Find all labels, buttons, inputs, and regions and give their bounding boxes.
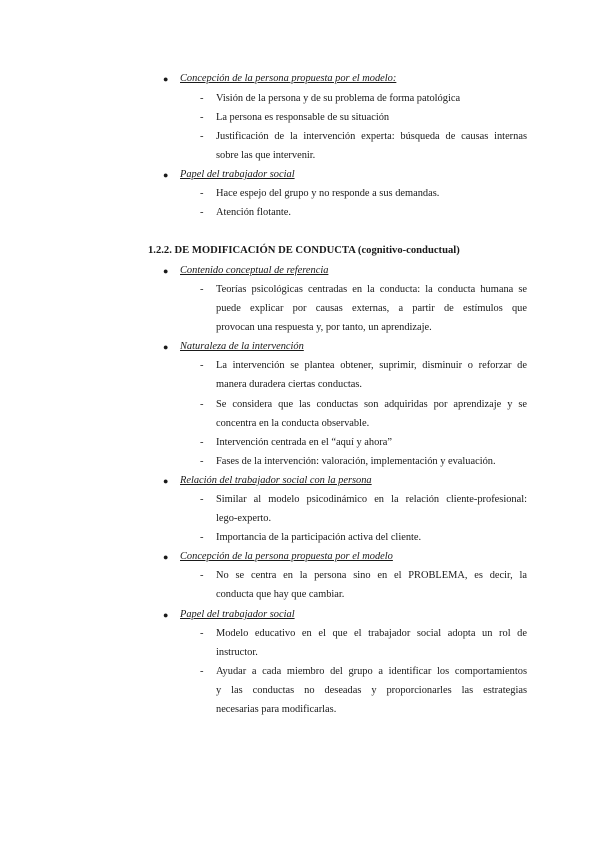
bullet-icon: ● [163, 74, 169, 84]
list-item: Similar al modelo psicodinámico en la relación cliente-profesional: lego-experto. [216, 494, 527, 524]
dash-icon: - [200, 188, 204, 199]
list-item: Visión de la persona y de su problema de forma patológica [216, 93, 461, 104]
list-item: Se considera que las conductas son adquiridas por aprendizaje y se concentra en la conducta observable. [216, 399, 527, 429]
dash-icon: - [200, 456, 204, 467]
section-title: 1.2.2. DE MODIFICACIÓN DE CONDUCTA (cognitivo-conductual) [148, 245, 460, 256]
heading-concepcion-1: Concepción de la persona propuesta por el modelo: [180, 73, 397, 84]
bullet-icon: ● [163, 610, 169, 620]
list-item: Importancia de la participación activa del cliente. [216, 532, 422, 543]
list-item: Ayudar a cada miembro del grupo a identificar los comportamientos y las conductas no deseadas y proporcionarles las estrategias necesarias para modificarlas. [216, 666, 527, 715]
list-item: La intervención se plantea obtener, suprimir, disminuir o reforzar de manera duradera ciertas conductas. [216, 360, 527, 390]
dash-icon: - [200, 284, 204, 295]
dash-icon: - [200, 494, 204, 505]
list-item: Atención flotante. [216, 207, 292, 218]
list-item: Fases de la intervención: valoración, implementación y evaluación. [216, 456, 496, 467]
list-item: La persona es responsable de su situación [216, 112, 390, 123]
heading-papel-1: Papel del trabajador social [180, 169, 295, 180]
dash-icon: - [200, 360, 204, 371]
dash-icon: - [200, 570, 204, 581]
bullet-icon: ● [163, 476, 169, 486]
bullet-icon: ● [163, 342, 169, 352]
list-item: Teorías psicológicas centradas en la conducta: la conducta humana se puede explicar por causas externas, a partir de estímulos que provocan una respuesta y, por tanto, un aprendizaje. [216, 284, 527, 333]
bullet-icon: ● [163, 170, 169, 180]
dash-icon: - [200, 112, 204, 123]
heading-papel-2: Papel del trabajador social [180, 609, 295, 620]
list-item: Hace espejo del grupo y no responde a sus demandas. [216, 188, 440, 199]
dash-icon: - [200, 666, 204, 677]
dash-icon: - [200, 93, 204, 104]
dash-icon: - [200, 628, 204, 639]
list-item: Modelo educativo en el que el trabajador social adopta un rol de instructor. [216, 628, 527, 658]
dash-icon: - [200, 437, 204, 448]
dash-icon: - [200, 399, 204, 410]
heading-concepcion-2: Concepción de la persona propuesta por el modelo [180, 551, 393, 562]
dash-icon: - [200, 131, 204, 142]
list-item: Intervención centrada en el “aquí y ahora” [216, 437, 392, 448]
heading-contenido: Contenido conceptual de referencia [180, 265, 329, 276]
heading-relacion: Relación del trabajador social con la persona [180, 475, 372, 486]
dash-icon: - [200, 532, 204, 543]
bullet-icon: ● [163, 266, 169, 276]
dash-icon: - [200, 207, 204, 218]
list-item: No se centra en la persona sino en el PROBLEMA, es decir, la conducta que hay que cambiar. [216, 570, 527, 600]
heading-naturaleza: Naturaleza de la intervención [180, 341, 304, 352]
bullet-icon: ● [163, 552, 169, 562]
list-item: Justificación de la intervención experta: búsqueda de causas internas sobre las que intervenir. [216, 131, 527, 161]
